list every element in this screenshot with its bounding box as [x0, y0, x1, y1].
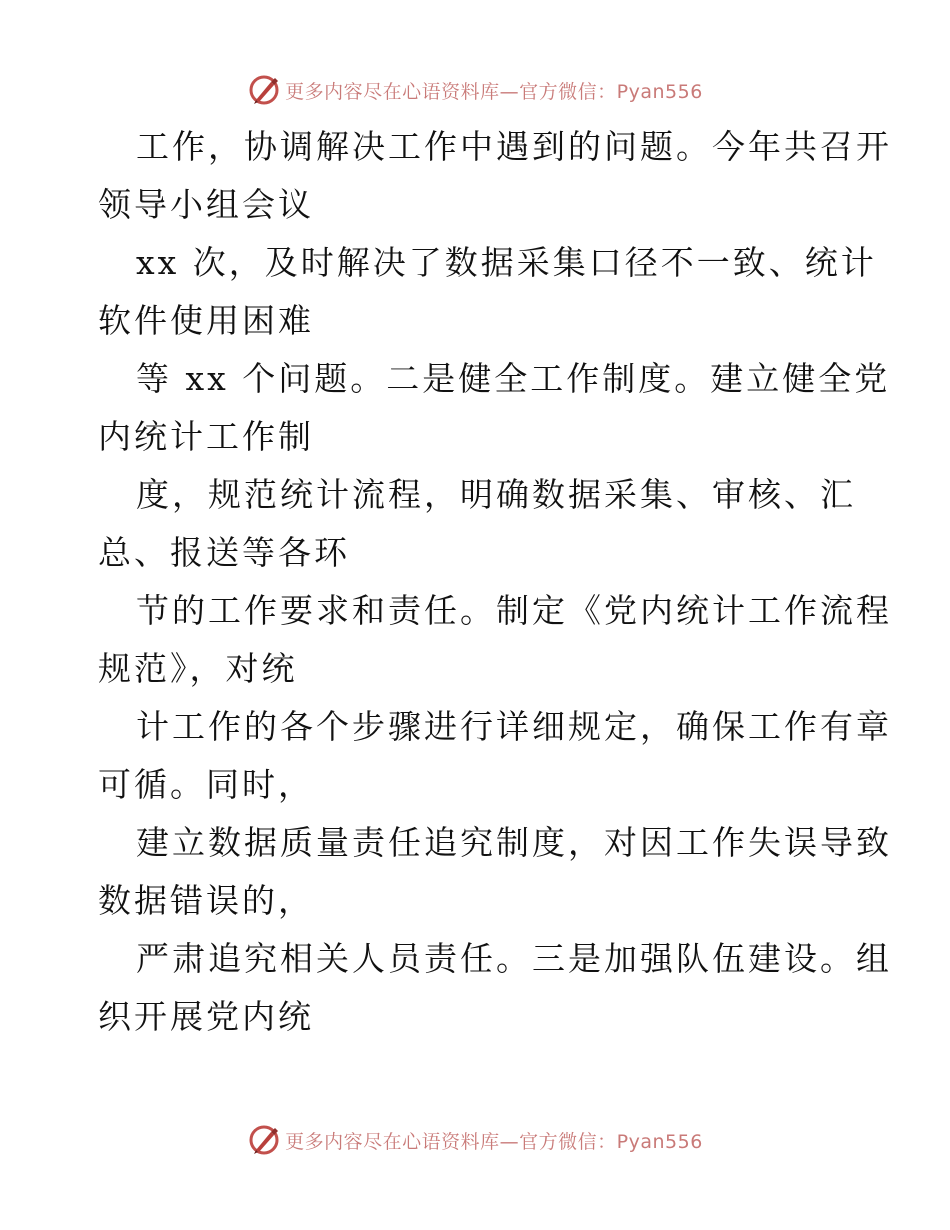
text-line: 严肃追究相关人员责任。三是加强队伍建设。组 — [136, 939, 892, 978]
text-line: 度，规范统计流程，明确数据采集、审核、汇 — [136, 475, 856, 514]
text-line: 总、报送等各环 — [98, 533, 350, 572]
text-line: 工作，协调解决工作中遇到的问题。今年共召开 — [136, 127, 892, 166]
pen-circle-logo-icon — [247, 1123, 281, 1157]
text-line: 软件使用困难 — [98, 301, 314, 340]
paragraph — [98, 698, 892, 814]
text-line: 计工作的各个步骤进行详细规定，确保工作有章 — [136, 707, 892, 746]
pen-circle-logo-icon — [247, 73, 281, 107]
text-line: 领导小组会议 — [98, 185, 314, 224]
document-body — [98, 118, 892, 1046]
text-line: xx 次，及时解决了数据采集口径不一致、统计 — [136, 243, 877, 282]
paragraph — [98, 582, 892, 698]
text-line: 建立数据质量责任追究制度，对因工作失误导致 — [136, 823, 892, 862]
footer-watermark — [0, 1120, 950, 1160]
text-line: 可循。同时， — [98, 765, 314, 804]
header-watermark — [0, 70, 950, 110]
paragraph — [98, 466, 858, 582]
text-line: 规范》，对统 — [98, 649, 298, 688]
paragraph — [98, 350, 891, 466]
paragraph — [98, 234, 877, 350]
watermark-text: 更多内容尽在心语资料库—官方微信：Pyan556 — [285, 1130, 703, 1153]
watermark-text: 更多内容尽在心语资料库—官方微信：Pyan556 — [285, 80, 703, 103]
text-line: 等 xx 个问题。二是健全工作制度。建立健全党 — [136, 359, 891, 398]
text-line: 织开展党内统 — [98, 997, 314, 1036]
text-line: 内统计工作制 — [98, 417, 314, 456]
paragraph — [98, 930, 892, 1046]
text-line: 数据错误的， — [98, 881, 314, 920]
paragraph — [98, 814, 892, 930]
text-line: 节的工作要求和责任。制定《党内统计工作流程 — [136, 591, 892, 630]
paragraph — [98, 118, 892, 234]
